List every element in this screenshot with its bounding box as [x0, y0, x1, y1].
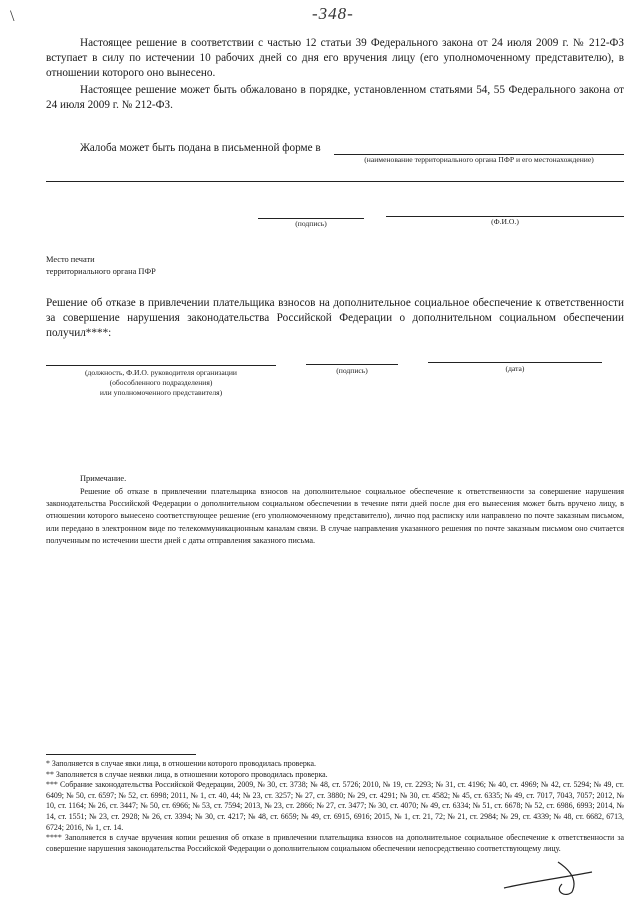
receipt-position-caption-3: или уполномоченного представителя): [99, 388, 223, 397]
paragraph-entry-into-force: Настоящее решение в соответствии с частью 12 статьи 39 Федерального закона от 24 июля 2009 г. № 212-ФЗ вступает в силу по истечении 10 рабочих дней со дня его вручения лицу (его уполномоченному представителю), в отношении которого оно вынесено.: [46, 37, 624, 79]
footnote-4: **** Заполняется в случае вручения копии решения об отказе в привлечении плательщика взносов на дополнительное социальное обеспечение к ответственности за совершение нарушения законодательства Российской Федерации о дополнительном социальном обеспечении непосредственно соответствующему лицу.: [46, 833, 624, 853]
footnotes: [46, 759, 624, 854]
stamp-place-line2: территориального органа ПФР: [46, 267, 156, 276]
receipt-date-caption: (дата): [505, 364, 525, 373]
complaint-continuation-line[interactable]: [46, 181, 624, 182]
receipt-paragraph: Решение об отказе в привлечении плательщика взносов на дополнительное социальное обеспечение к ответственности за совершение нарушения законодательства Российской Федерации о дополнительном социальном обеспечении получил****:: [46, 297, 624, 339]
receipt-date-line[interactable]: [428, 362, 602, 363]
signature-caption-1: (подпись): [295, 219, 327, 228]
receipt-position-line[interactable]: [46, 365, 276, 366]
footnote-1: * Заполняется в случае явки лица, в отношении которого проводилась проверка.: [46, 759, 316, 768]
note-title: Примечание.: [80, 474, 127, 483]
receipt-position-caption-1: (должность, Ф.И.О. руководителя организации: [85, 368, 237, 377]
receipt-signature-line[interactable]: [306, 364, 398, 365]
footnote-3: *** Собрание законодательства Российской Федерации, 2009, № 30, ст. 3738; № 48, ст. 5726; 2010, № 19, ст. 2293; № 31, ст. 4196; № 40, ст. 4969; № 42, ст. 5294; № 49, ст. 6409; № 50, ст. 6597; № 52, ст. 6998; 2011, № 1, ст. 40, 44; № 23, ст. 3257; № 27, ст. 3880; № 29, ст. 4291; № 30, ст. 4582; № 45, ст. 6335; № 49, ст. 7017, 7043, 7057; 2012, № 10, ст. 1164; № 26, ст. 3447; № 50, ст. 6966; № 53, ст. 7594; 2013, № 23, ст. 2866; № 27, ст. 3477; № 30, ст. 4070; № 49, ст. 6334; № 51, ст. 6678; № 52, ст. 6986, 6993; 2014, № 14, ст. 1551; № 23, ст. 2928; № 26, ст. 3394; № 30, ст. 4217; № 48, ст. 6659; № 49, ст. 6915, 6916; 2015, № 1, ст. 21, 72; № 21, ст. 2984; № 29, ст. 4339; № 48, ст. 6682, 6713, 6724; 2016, № 1, ст. 14.: [46, 780, 624, 832]
footnote-separator: [46, 754, 196, 755]
complaint-caption: (наименование территориального органа ПФР и его местонахождение): [364, 155, 594, 164]
corner-mark: \: [10, 8, 15, 25]
receipt-signature-caption: (подпись): [336, 366, 368, 375]
complaint-label: Жалоба может быть подана в письменной форме в: [80, 142, 321, 154]
stamp-place-line1: Место печати: [46, 255, 95, 264]
handwritten-signature-icon: [500, 858, 600, 898]
note-text: Решение об отказе в привлечении плательщика взносов на дополнительное социальное обеспечение к ответственности за совершение нарушения законодательства Российской Федерации о дополнительном социальном обеспечении в течение пяти дней после дня его вынесения может быть вручено лицу, в отношении которого вынесено соответствующее решение (его уполномоченному представителю), лично под расписку или направлено по почте заказным письмом, или передано в электронном виде по телекоммуникационным каналам связи. В случае направления указанного решения по почте заказным письмом оно считается полученным по истечении шести дней с даты отправления заказного письма.: [46, 487, 624, 545]
paragraph-appeal: Настоящее решение может быть обжаловано в порядке, установленном статьями 54, 55 Федерального закона от 24 июля 2009 г. № 212-ФЗ.: [46, 84, 624, 111]
name-caption-1: (Ф.И.О.): [491, 217, 519, 226]
receipt-position-caption-2: (обособленного подразделения): [109, 378, 213, 387]
page-number: -348-: [312, 4, 354, 23]
footnote-2: ** Заполняется в случае неявки лица, в отношении которого проводилась проверка.: [46, 769, 328, 779]
